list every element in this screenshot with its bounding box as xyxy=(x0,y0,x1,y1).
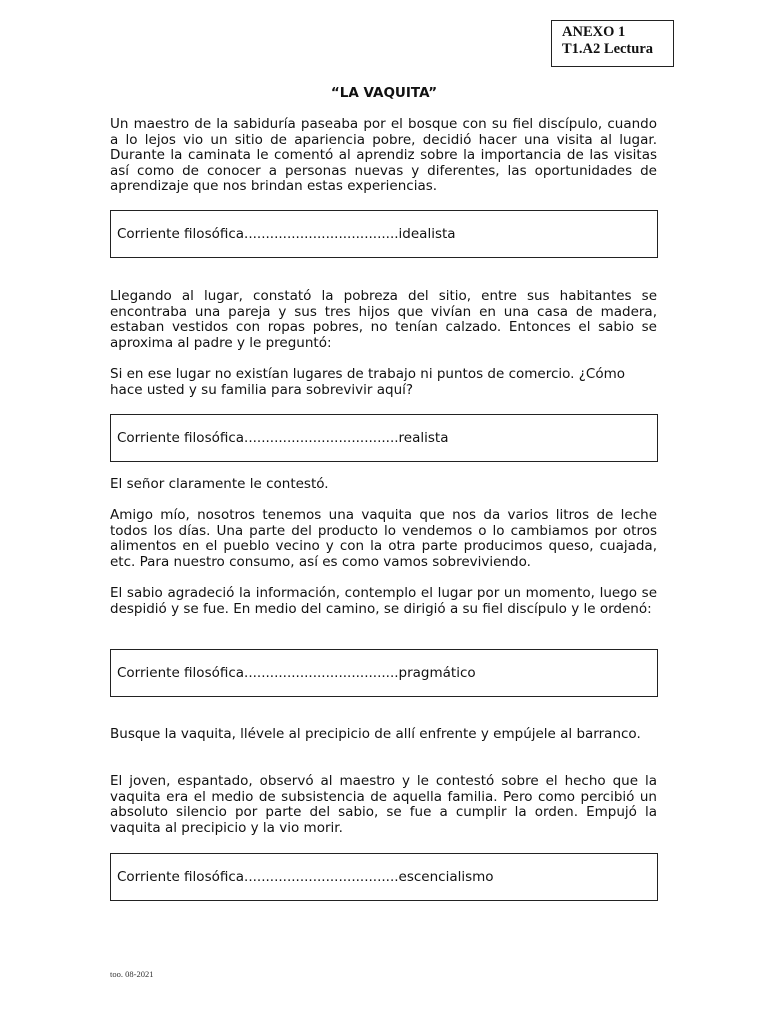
paragraph-order-intro: El sabio agradeció la información, contemplo el lugar por un momento, luego se despidió y se fue. En medio del camino, se dirigió a su fiel discípulo y le ordenó: xyxy=(110,585,657,617)
answer-box-1 xyxy=(110,210,658,258)
answer-box-text: Corriente filosófica....................................escencialismo xyxy=(117,869,494,885)
paragraph-arrival: Llegando al lugar, constató la pobreza del sitio, entre sus habitantes se encontraba una pareja y sus tres hijos que vivían en una casa de madera, estaban vestidos con ropas pobres, no tenían calzado. Entonces el sabio se aproxima al padre y le preguntó: xyxy=(110,288,657,351)
answer-box-2 xyxy=(110,414,658,462)
answer-box-text: Corriente filosófica....................................realista xyxy=(117,430,449,446)
answer-box-3 xyxy=(110,649,658,697)
annex-number: ANEXO 1 xyxy=(562,24,626,40)
paragraph-order: Busque la vaquita, llévele al precipicio de allí enfrente y empújele al barranco. xyxy=(110,726,641,742)
annex-activity: T1.A2 Lectura xyxy=(562,41,654,57)
paragraph-reply: Amigo mío, nosotros tenemos una vaquita que nos da varios litros de leche todos los días. Una parte del producto lo vendemos o lo cambiamos por otros alimentos en el pueblo vecino y con la otra parte producimos queso, cuajada, etc. Para nuestro consumo, así es como vamos sobreviviendo. xyxy=(110,507,657,570)
paragraph-question: Si en ese lugar no existían lugares de trabajo ni puntos de comercio. ¿Cómo hace usted y su familia para sobrevivir aquí? xyxy=(110,366,626,398)
answer-box-text: Corriente filosófica....................................pragmático xyxy=(117,665,476,681)
paragraph-outcome: El joven, espantado, observó al maestro y le contestó sobre el hecho que la vaquita era el medio de subsistencia de aquella familia. Pero como percibió un absoluto silencio por parte del sabio, se fue a cumplir la orden. Empujó la vaquita al precipicio y la vio morir. xyxy=(110,773,657,836)
answer-box-text: Corriente filosófica....................................idealista xyxy=(117,226,456,242)
paragraph-reply-intro: El señor claramente le contestó. xyxy=(110,476,329,492)
paragraph-intro: Un maestro de la sabiduría paseaba por el bosque con su fiel discípulo, cuando a lo lejos vio un sitio de apariencia pobre, decidió hacer una visita al lugar. Durante la caminata le comentó al aprendiz sobre la importancia de las visitas así como de conocer a personas nuevas y diferentes, las oportunidades de aprendizaje que nos brindan estas experiencias. xyxy=(110,116,657,195)
answer-box-4 xyxy=(110,853,658,901)
reading-title: “LA VAQUITA” xyxy=(330,85,438,101)
footer-code: too. 08-2021 xyxy=(110,969,154,979)
annex-label-box xyxy=(551,20,674,67)
